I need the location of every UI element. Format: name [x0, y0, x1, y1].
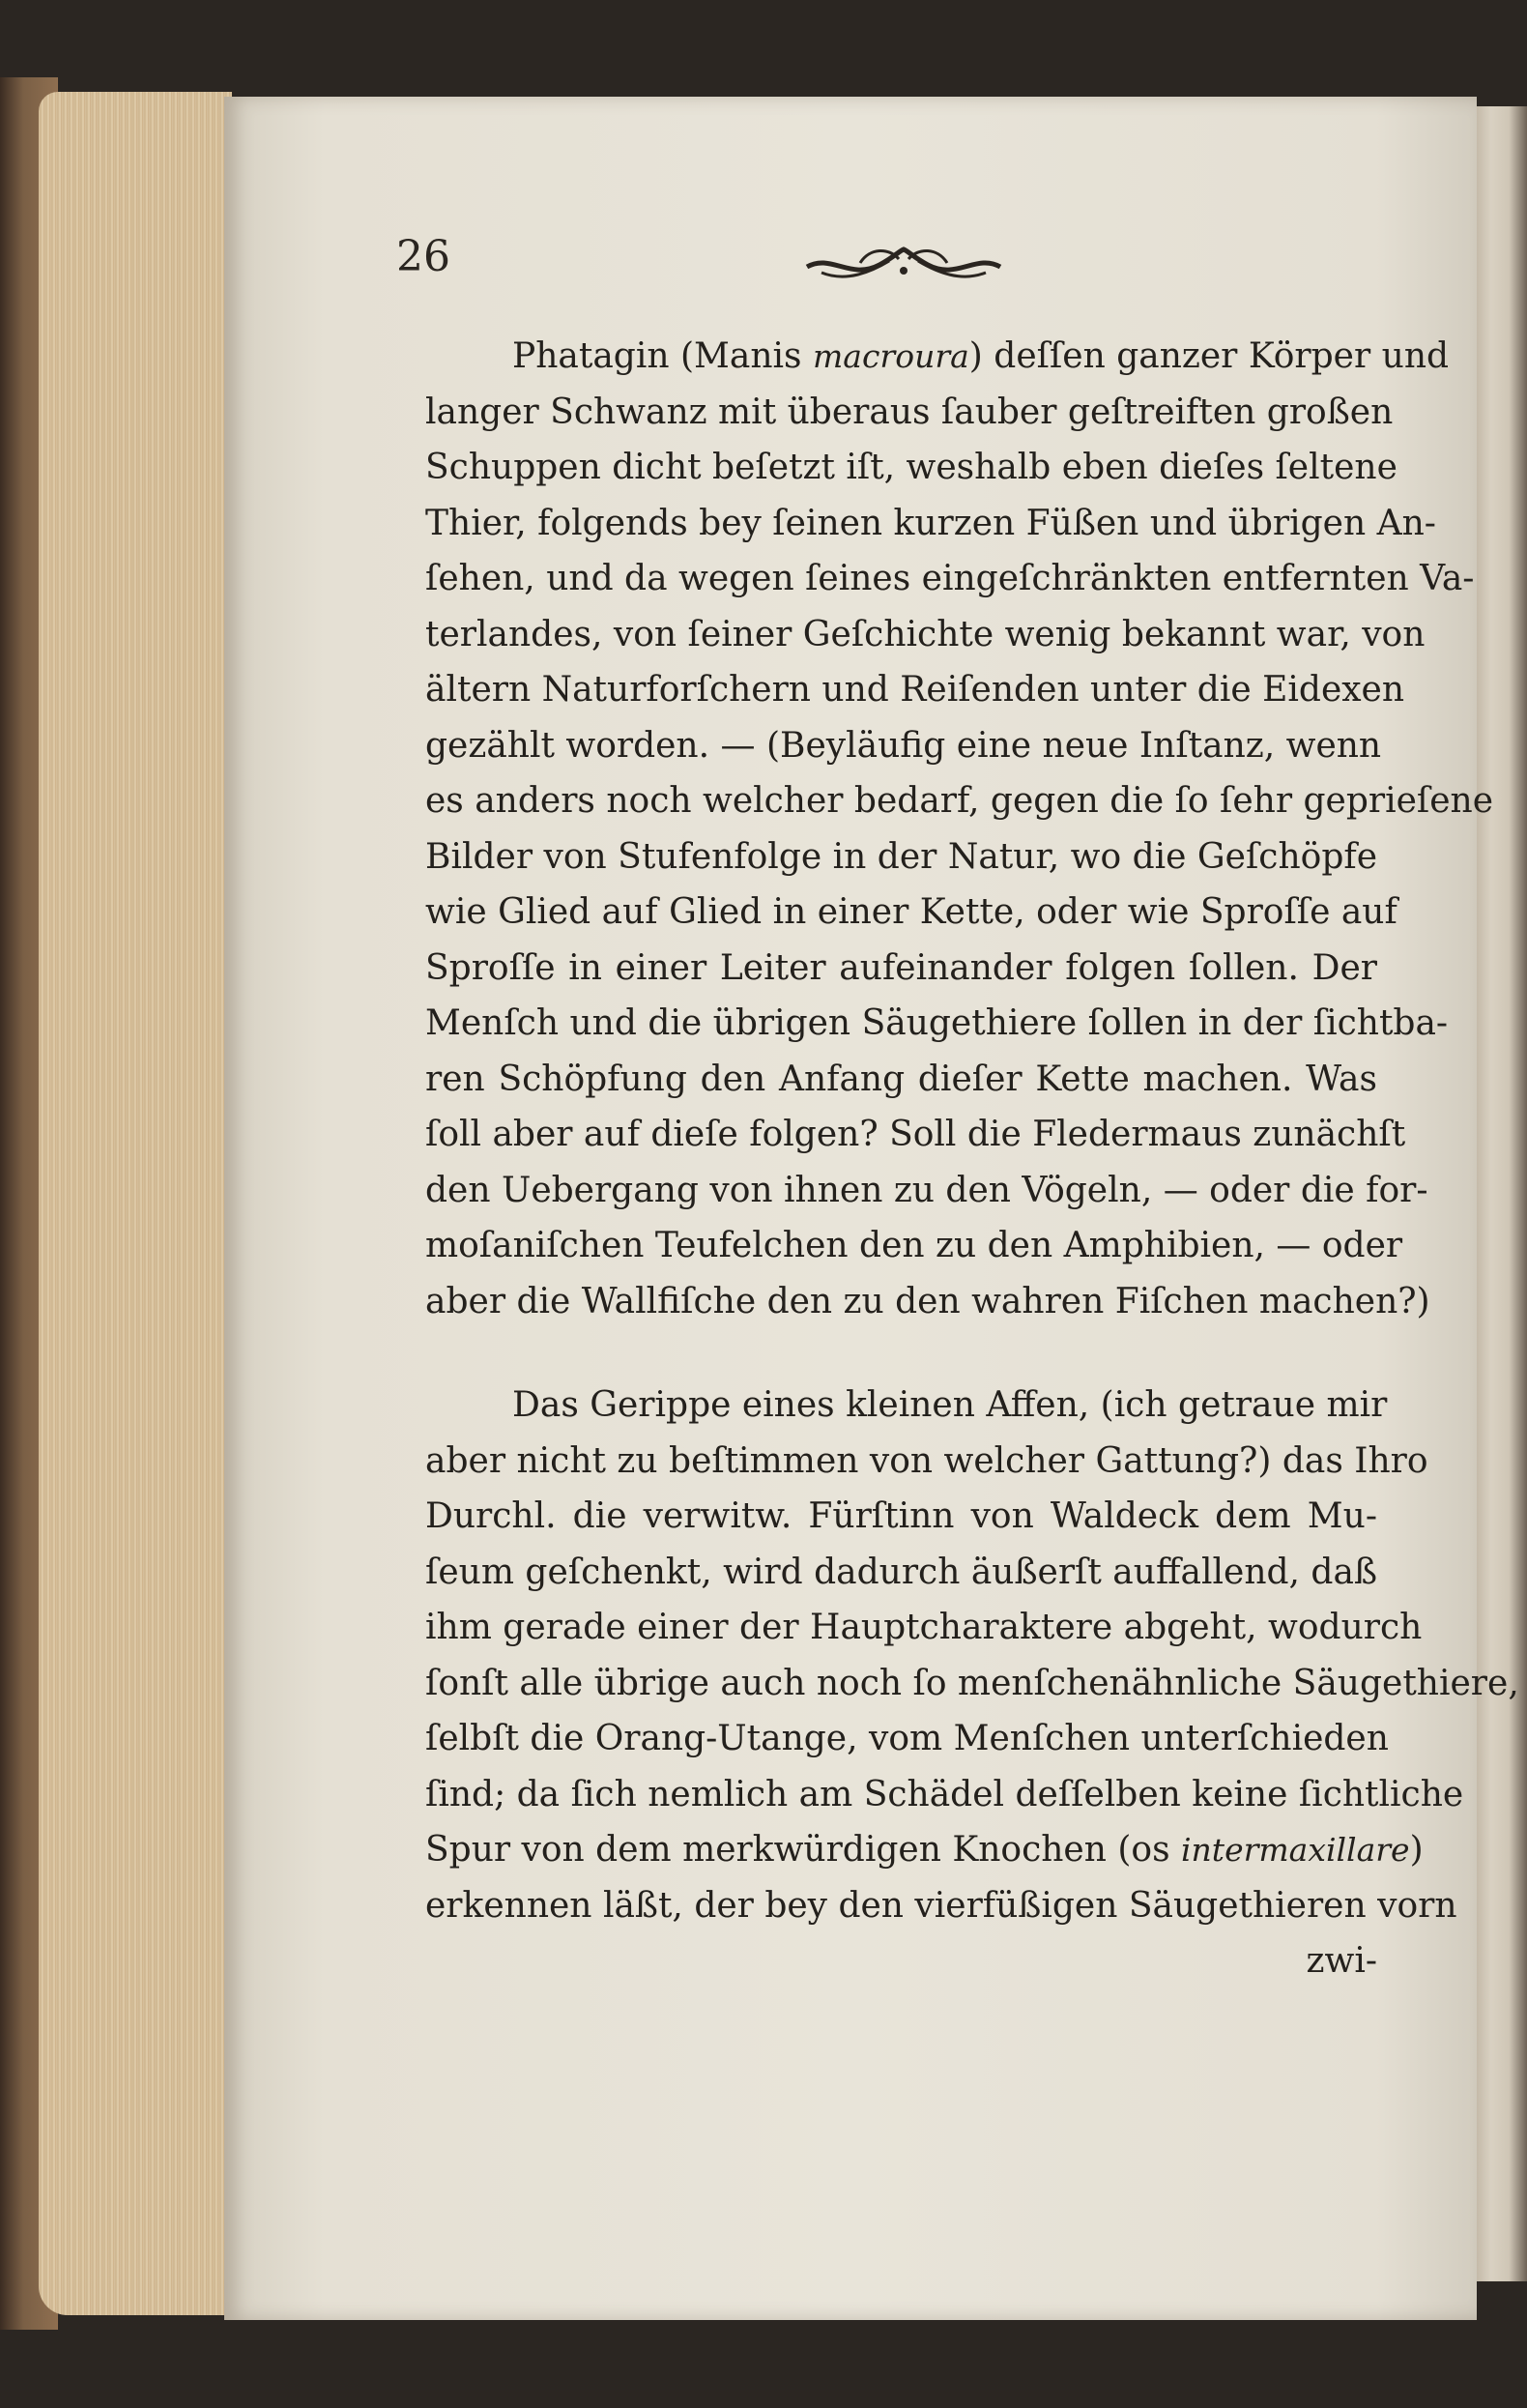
text-segment: aber nicht zu beſtimmen von welcher Gattung?) das Ihro [425, 1440, 1428, 1481]
text-line [425, 1218, 1403, 1274]
book-page-edges [39, 92, 232, 2315]
text-line [425, 1434, 1428, 1490]
body-text [425, 329, 1519, 1989]
text-segment: Sproſſe in einer Leiter aufeinander folgen ſollen. Der [425, 947, 1377, 988]
text-segment: Das Gerippe eines kleinen Affen, (ich getraue mir [512, 1385, 1388, 1425]
text-segment: terlandes, von ſeiner Geſchichte wenig bekannt war, von [425, 614, 1426, 654]
text-segment: Schuppen dicht beſetzt iſt, weshalb eben dieſes ſeltene [425, 448, 1397, 487]
text-segment: es anders noch welcher bedarf, gegen die ſo ſehr geprieſene [425, 781, 1494, 821]
text-segment: Spur von dem merkwürdigen Knochen (os [425, 1830, 1181, 1870]
text-segment: Thier, folgends bey ſeinen kurzen Füßen und übrigen An- [425, 503, 1436, 543]
text-line [425, 996, 1449, 1052]
text-line [425, 1107, 1406, 1163]
text-segment: Durchl. die verwitw. Fürſtinn von Waldeck dem Mu- [425, 1496, 1377, 1536]
text-segment: macroura [812, 337, 969, 375]
text-line [425, 385, 1394, 441]
text-segment: wie Glied auf Glied in einer Kette, oder wie Sproſſe auf [425, 892, 1397, 932]
text-line [425, 496, 1436, 552]
text-segment: ) [1409, 1830, 1424, 1870]
text-line [425, 1600, 1423, 1656]
text-line [425, 829, 1377, 885]
text-segment: Menſch und die übrigen Säugethiere ſollen in der ſichtba- [425, 1003, 1449, 1043]
text-segment: erkennen läßt, der bey den vierfüßigen Säugethieren vorn [425, 1885, 1457, 1926]
text-line [425, 941, 1377, 997]
text-segment: aber die Wallfiſche den zu den wahren Fiſchen machen?) [425, 1281, 1430, 1321]
text-segment: ) deſſen ganzer Körper und [968, 336, 1450, 376]
text-line [425, 1878, 1457, 1934]
text-segment: ſind; da ſich nemlich am Schädel deſſelben keine ſichtliche [425, 1774, 1464, 1814]
text-line [425, 440, 1397, 496]
text-line [425, 607, 1426, 663]
text-line [425, 551, 1475, 607]
text-segment: ren Schöpfung den Anfang dieſer Kette machen. Was [425, 1059, 1377, 1099]
text-line [425, 1545, 1377, 1601]
page-number: 26 [396, 232, 450, 281]
text-segment: den Uebergang von ihnen zu den Vögeln, — oder die for- [425, 1170, 1428, 1210]
text-segment: intermaxillare [1181, 1831, 1410, 1869]
text-line [425, 1378, 1388, 1434]
text-line [425, 1163, 1428, 1219]
text-segment: ſelbſt die Orang-Utange, vom Menſchen unterſchieden [425, 1719, 1389, 1758]
text-segment: Phatagin (Manis [512, 336, 813, 376]
text-line [425, 1656, 1519, 1712]
paragraph-gap [425, 1329, 1377, 1378]
text-line [425, 1822, 1424, 1878]
text-line [425, 1489, 1377, 1545]
text-segment: ältern Naturforſchern und Reiſenden unter die Eidexen [425, 670, 1405, 710]
text-segment: gezählt worden. — (Beyläufig eine neue Inſtanz, wenn [425, 725, 1382, 766]
text-segment: ihm gerade einer der Hauptcharaktere abgeht, wodurch [425, 1608, 1423, 1647]
text-segment: ſoll aber auf dieſe folgen? Soll die Fledermaus zunächſt [425, 1115, 1406, 1154]
text-segment: ſonſt alle übrige auch noch ſo menſchenähnliche Säugethiere, [425, 1663, 1519, 1703]
text-line [425, 1767, 1464, 1823]
text-line [425, 718, 1382, 774]
text-line [425, 662, 1405, 718]
text-line [425, 329, 1450, 385]
text-segment: ſehen, und da wegen ſeines eingeſchränkten entfernten Va- [425, 559, 1475, 598]
text-segment: ſeum geſchenkt, wird dadurch äußerſt auffallend, daß [425, 1552, 1377, 1592]
text-line [425, 1052, 1377, 1108]
ornament-icon [802, 244, 1005, 286]
page-header [396, 232, 1363, 300]
text-segment: moſaniſchen Teufelchen den zu den Amphibien, — oder [425, 1226, 1403, 1265]
catchword: zwi- [1306, 1941, 1377, 1981]
text-line [425, 1274, 1430, 1330]
text-line [425, 773, 1494, 829]
text-segment: Bilder von Stufenfolge in der Natur, wo die Geſchöpfe [425, 836, 1377, 877]
text-line [425, 1711, 1389, 1767]
text-line [425, 885, 1397, 941]
text-segment: langer Schwanz mit überaus ſauber geſtreiften großen [425, 392, 1394, 432]
